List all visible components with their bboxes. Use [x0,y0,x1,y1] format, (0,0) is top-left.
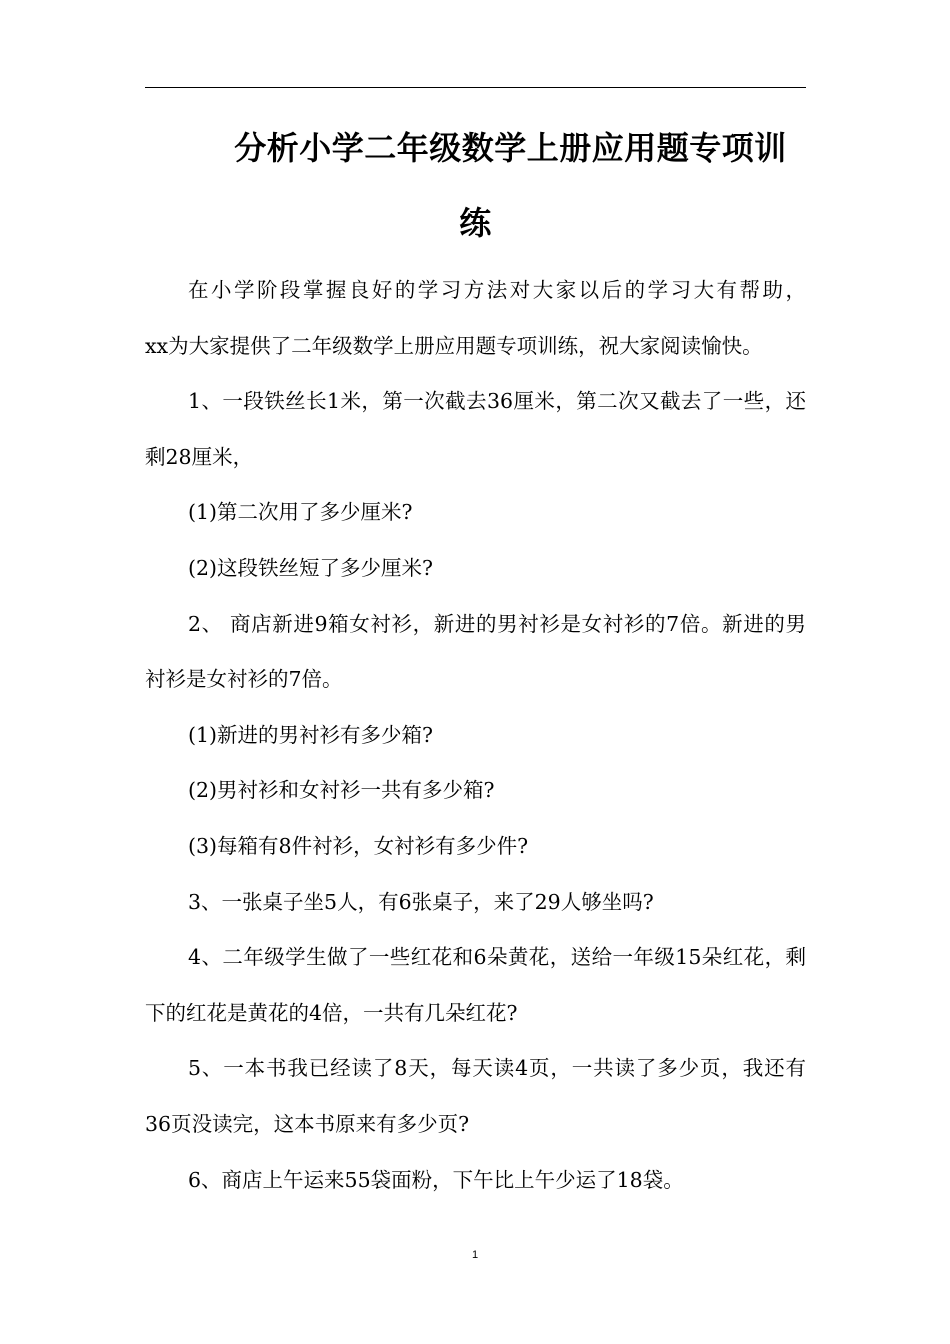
question-6: 6、商店上午运来55袋面粉，下午比上午少运了18袋。 [188,1167,684,1192]
document-body [145,263,806,1208]
question-3: 3、一张桌子坐5人，有6张桌子，来了29人够坐吗? [188,889,654,914]
question-1-part-1: (1)第二次用了多少厘米? [188,500,413,525]
document-title-line-1: 分析小学二年级数学上册应用题专项训 [234,129,787,167]
question-2-part-1: (1)新进的男衬衫有多少箱? [188,722,434,747]
question-4: 4、二年级学生做了一些红花和6朵黄花，送给一年级15朵红花，剩下的红花是黄花的4倍，一共有几朵红花? [145,945,806,1025]
question-1: 1、一段铁丝长1米，第一次截去36厘米，第二次又截去了一些，还剩28厘米， [145,389,806,469]
intro-paragraph-line-2: xx为大家提供了二年级数学上册应用题专项训练，祝大家阅读愉快。 [145,333,763,358]
question-2-part-3: (3)每箱有8件衬衫，女衬衫有多少件? [188,833,529,858]
header-rule [145,87,806,88]
document-title-line-2: 练 [459,204,492,242]
page-number: 1 [471,1249,479,1261]
intro-paragraph-line-1: 在小学阶段掌握良好的学习方法对大家以后的学习大有帮助， [188,278,806,302]
question-1-part-2: (2)这段铁丝短了多少厘米? [188,555,434,580]
question-2: 2、 商店新进9箱女衬衫，新进的男衬衫是女衬衫的7倍。新进的男衬衫是女衬衫的7倍。 [145,611,806,692]
question-2-part-2: (2)男衬衫和女衬衫一共有多少箱? [188,778,495,803]
question-5: 5、一本书我已经读了8天，每天读4页，一共读了多少页，我还有36页没读完，这本书原来有多少页? [145,1056,806,1136]
